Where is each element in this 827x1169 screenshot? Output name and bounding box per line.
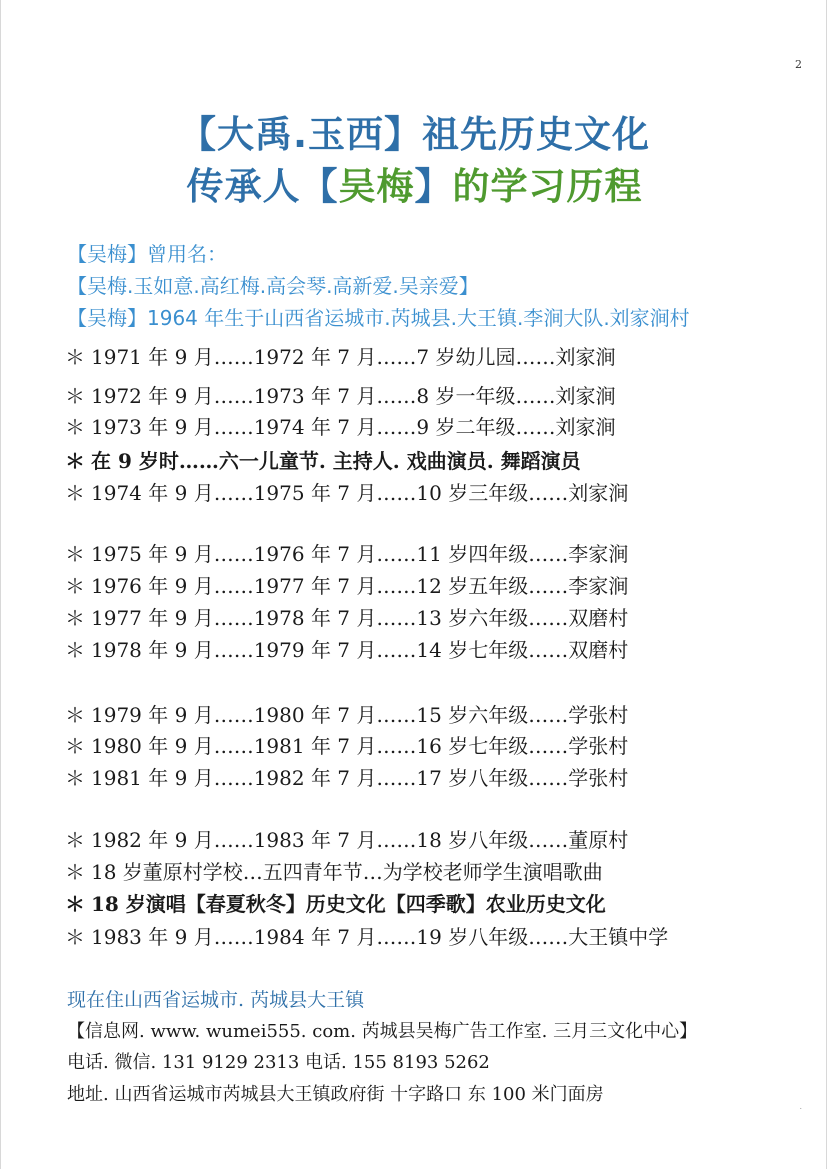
- timeline-row: [65, 634, 815, 663]
- timeline-row: [65, 411, 815, 440]
- timeline-text: 1975 年 9 月……1976 年 7 月……11 岁四年级……李家涧: [91, 542, 629, 566]
- bullet-star: ＊: [65, 734, 85, 758]
- timeline-text: 1979 年 9 月……1980 年 7 月……15 岁六年级……学张村: [91, 703, 629, 727]
- bullet-star: ＊: [65, 415, 85, 439]
- timeline-text: 1980 年 9 月……1981 年 7 月……16 岁七年级……学张村: [91, 734, 629, 758]
- bullet-star: ＊: [65, 481, 85, 505]
- bullet-star: ＊: [65, 860, 85, 884]
- timeline-row: [65, 341, 815, 370]
- title-bracket-close: 】: [414, 165, 453, 208]
- timeline-text: 1981 年 9 月……1982 年 7 月……17 岁八年级……学张村: [91, 766, 629, 790]
- timeline-text: 1971 年 9 月……1972 年 7 月……7 岁幼儿园……刘家涧: [91, 345, 616, 369]
- timeline-row: [65, 888, 815, 917]
- intro-line: 【吴梅】1964 年生于山西省运城市.芮城县.大王镇.李涧大队.刘家涧村: [67, 306, 690, 330]
- timeline-row: [65, 570, 815, 599]
- title-line-2-suffix: 的学习历程: [452, 165, 643, 208]
- timeline-text: 1972 年 9 月……1973 年 7 月……8 岁一年级……刘家涧: [91, 384, 616, 408]
- bullet-star: ＊: [65, 828, 85, 852]
- timeline-text: 1982 年 9 月……1983 年 7 月……18 岁八年级……董原村: [91, 828, 629, 852]
- bullet-star: ＊: [65, 925, 85, 949]
- timeline-row: [65, 445, 815, 474]
- timeline-text: 1983 年 9 月……1984 年 7 月……19 岁八年级……大王镇中学: [91, 925, 669, 949]
- intro-line: 【吴梅】曾用名：: [67, 242, 227, 266]
- title-line-1: 【大禹.玉西】祖先历史文化: [178, 113, 651, 156]
- timeline-text: 18 岁董原村学校…五四青年节…为学校老师学生演唱歌曲: [91, 860, 603, 884]
- timeline-text: 18 岁演唱【春夏秋冬】历史文化【四季歌】农业历史文化: [91, 892, 606, 916]
- bullet-star: ＊: [65, 892, 85, 916]
- bullet-star: ＊: [65, 542, 85, 566]
- timeline-text: 1973 年 9 月……1974 年 7 月……9 岁二年级……刘家涧: [91, 415, 616, 439]
- address-line: 地址. 山西省运城市芮城县大王镇政府街 十字路口 东 100 米门面房: [67, 1084, 604, 1105]
- bullet-star: ＊: [65, 449, 85, 473]
- bullet-star: ＊: [65, 345, 85, 369]
- bullet-star: ＊: [65, 606, 85, 630]
- timeline-row: [65, 699, 815, 728]
- intro-line: 【吴梅.玉如意.高红梅.高会琴.高新爱.吴亲爱】: [67, 274, 479, 298]
- timeline-row: [65, 824, 815, 853]
- timeline-row: [65, 730, 815, 759]
- timeline-text: 1976 年 9 月……1977 年 7 月……12 岁五年级……李家涧: [91, 574, 629, 598]
- corner-mark: .: [799, 1102, 802, 1111]
- page-number: 2: [795, 58, 802, 71]
- bullet-star: ＊: [65, 766, 85, 790]
- timeline-row: [65, 380, 815, 409]
- title-name: 吴梅: [338, 165, 415, 208]
- timeline-row: [65, 602, 815, 631]
- timeline-text: 1978 年 9 月……1979 年 7 月……14 岁七年级……双磨村: [91, 638, 629, 662]
- timeline-row: [65, 538, 815, 567]
- bullet-star: ＊: [65, 384, 85, 408]
- bullet-star: ＊: [65, 638, 85, 662]
- timeline-text: 1974 年 9 月……1975 年 7 月……10 岁三年级……刘家涧: [91, 481, 629, 505]
- timeline-text: 在 9 岁时……六一儿童节. 主持人. 戏曲演员. 舞蹈演员: [91, 449, 581, 473]
- title-line-2-prefix: 传承人【: [186, 165, 339, 208]
- timeline-row: [65, 762, 815, 791]
- bullet-star: ＊: [65, 703, 85, 727]
- phone-line: 电话. 微信. 131 9129 2313 电话. 155 8193 5262: [67, 1052, 490, 1073]
- timeline-text: 1977 年 9 月……1978 年 7 月……13 岁六年级……双磨村: [91, 606, 629, 630]
- bullet-star: ＊: [65, 574, 85, 598]
- website-line: 【信息网. www. wumei555. com. 芮城县吴梅广告工作室. 三月三文化中心】: [67, 1021, 698, 1042]
- title-line-2: [1, 156, 827, 210]
- timeline-row: [65, 921, 815, 950]
- timeline-row: [65, 856, 815, 885]
- residence-line: 现在住山西省运城市. 芮城县大王镇: [67, 989, 365, 1011]
- timeline-row: [65, 477, 815, 506]
